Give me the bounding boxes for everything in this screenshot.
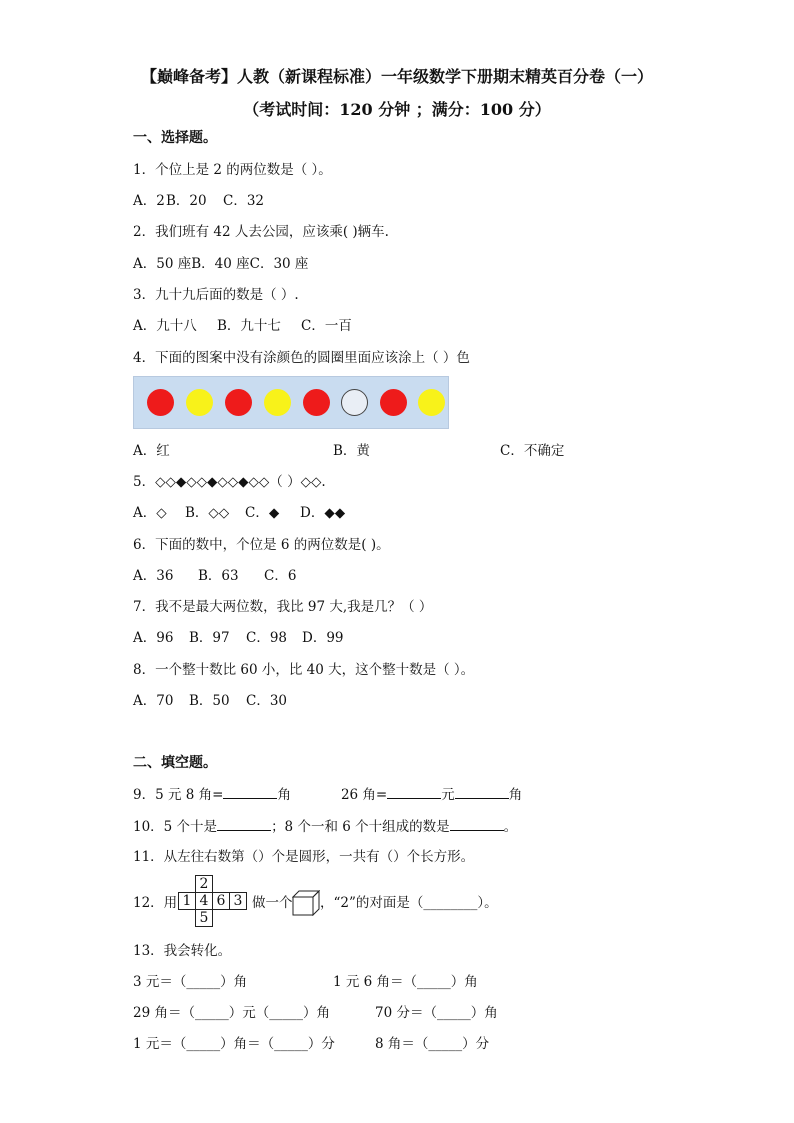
circle-pattern: [133, 376, 449, 429]
q1-options: [133, 191, 264, 211]
q3-option-c[interactable]: C．一百: [301, 318, 352, 334]
circle-7: [380, 389, 407, 416]
q9-blank-1[interactable]: [223, 784, 277, 799]
q12-part-c: ，“2”的对面是（________）。: [320, 895, 498, 911]
q5-option-c[interactable]: C．◆: [245, 505, 280, 521]
q7-stem: 7．我不是最大两位数，我比 97 大,我是几？（ ）: [133, 599, 433, 615]
q5-options: [133, 503, 345, 523]
q9-part-a: 9．5 元 8 角=: [133, 787, 224, 803]
circle-6-uncolored: [341, 389, 368, 416]
q13-row-3b: 8 角＝（_____）分: [375, 1036, 490, 1052]
circle-2: [186, 389, 213, 416]
q9-line: [133, 784, 522, 805]
q5-stem: 5．◇◇◆◇◇◆◇◇◆◇◇（ ）◇◇.: [133, 474, 326, 490]
net-cell-6: 6: [212, 892, 230, 910]
net-cell-3: 3: [229, 892, 247, 910]
q7-option-b[interactable]: B．97: [189, 630, 230, 646]
q12-part-b: 做一个: [252, 895, 293, 911]
q7-options: [133, 628, 344, 648]
q5-option-a[interactable]: A．◇: [133, 505, 167, 521]
q6-option-b[interactable]: B．63: [198, 568, 239, 584]
q4-option-a[interactable]: A．红: [133, 443, 170, 459]
circle-1: [147, 389, 174, 416]
q7-option-c[interactable]: C．98: [246, 630, 288, 646]
q7-option-a[interactable]: A．96: [133, 630, 174, 646]
q4-option-c[interactable]: C．不确定: [500, 443, 565, 459]
circle-8: [418, 389, 445, 416]
circle-5: [303, 389, 330, 416]
net-cell-1: 1: [178, 892, 196, 910]
q7-option-d[interactable]: D．99: [302, 630, 344, 646]
q9-part-b: 角: [277, 787, 291, 803]
q6-stem: 6．下面的数中，个位是 6 的两位数是( )。: [133, 537, 390, 553]
q9-part-c: 26 角=: [340, 787, 388, 803]
net-cell-5: 5: [195, 909, 213, 927]
q12-part-a: 12．用: [133, 895, 178, 911]
q10-blank-2[interactable]: [450, 816, 504, 831]
q3-option-a[interactable]: A．九十八: [133, 318, 197, 334]
q8-option-c[interactable]: C．30: [246, 693, 288, 709]
q1-option-c[interactable]: C．32: [223, 193, 265, 209]
q9-part-d: 元: [441, 787, 455, 803]
cube-icon: [292, 890, 320, 916]
q10-part-a: 10．5 个十是: [133, 819, 218, 835]
q5-option-b[interactable]: B．◇◇: [185, 505, 230, 521]
q11-stem: 11．从左往右数第（）个是圆形，一共有（）个长方形。: [133, 849, 475, 865]
q4-options: [133, 441, 564, 461]
q8-option-b[interactable]: B．50: [189, 693, 230, 709]
circle-4: [264, 389, 291, 416]
q13-row-3a: 1 元＝（_____）角＝（_____）分: [133, 1036, 335, 1052]
q13-row-1b: 1 元 6 角＝（_____）角: [333, 974, 478, 990]
q10-part-b: ；8 个一和 6 个十组成的数是: [271, 819, 450, 835]
q6-options: [133, 566, 296, 586]
q3-option-b[interactable]: B．九十七: [217, 318, 281, 334]
q13-row-2a: 29 角＝（_____）元（_____）角: [133, 1005, 330, 1021]
q10-part-c: 。: [503, 819, 518, 835]
q13-row-2b: 70 分＝（_____）角: [375, 1005, 498, 1021]
q3-stem: 3．九十九后面的数是（ ）.: [133, 287, 299, 303]
page-subtitle: （考试时间：120 分钟 ；满分：100 分）: [243, 100, 551, 119]
q9-blank-3[interactable]: [455, 784, 509, 799]
q2-options[interactable]: A．50 座B．40 座C．30 座: [133, 256, 309, 272]
q10-line: [133, 816, 517, 837]
q8-options: [133, 691, 287, 711]
net-cell-4: 4: [195, 892, 213, 910]
section-heading-choice: 一、选择题。: [133, 130, 217, 146]
q10-blank-1[interactable]: [217, 816, 271, 831]
q13-row-1a: 3 元＝（_____）角: [133, 974, 248, 990]
q4-option-b[interactable]: B．黄: [333, 443, 370, 459]
circle-3: [225, 389, 252, 416]
section-heading-fill: 二、填空题。: [133, 755, 217, 771]
q1-option-a[interactable]: A．2: [133, 193, 165, 209]
q4-stem: 4．下面的图案中没有涂颜色的圆圈里面应该涂上（ ）色: [133, 350, 470, 366]
q13-stem: 13．我会转化。: [133, 943, 232, 959]
q5-option-d[interactable]: D．◆◆: [300, 505, 346, 521]
q9-blank-2[interactable]: [387, 784, 441, 799]
net-cell-2: 2: [195, 875, 213, 893]
q2-stem: 2．我们班有 42 人去公园，应该乘( )辆车.: [133, 224, 389, 240]
q1-option-b[interactable]: B．20: [166, 193, 207, 209]
q1-stem: 1．个位上是 2 的两位数是（ ）。: [133, 162, 332, 178]
q8-option-a[interactable]: A．70: [133, 693, 174, 709]
q8-stem: 8．一个整十数比 60 小，比 40 大，这个整十数是（ ）。: [133, 662, 475, 678]
q3-options: [133, 316, 352, 336]
q6-option-c[interactable]: C．6: [264, 568, 297, 584]
q6-option-a[interactable]: A．36: [133, 568, 174, 584]
q9-part-e: 角: [508, 787, 523, 803]
page-title: 【巅峰备考】人教（新课程标准）一年级数学下册期末精英百分卷（一）: [140, 67, 653, 86]
